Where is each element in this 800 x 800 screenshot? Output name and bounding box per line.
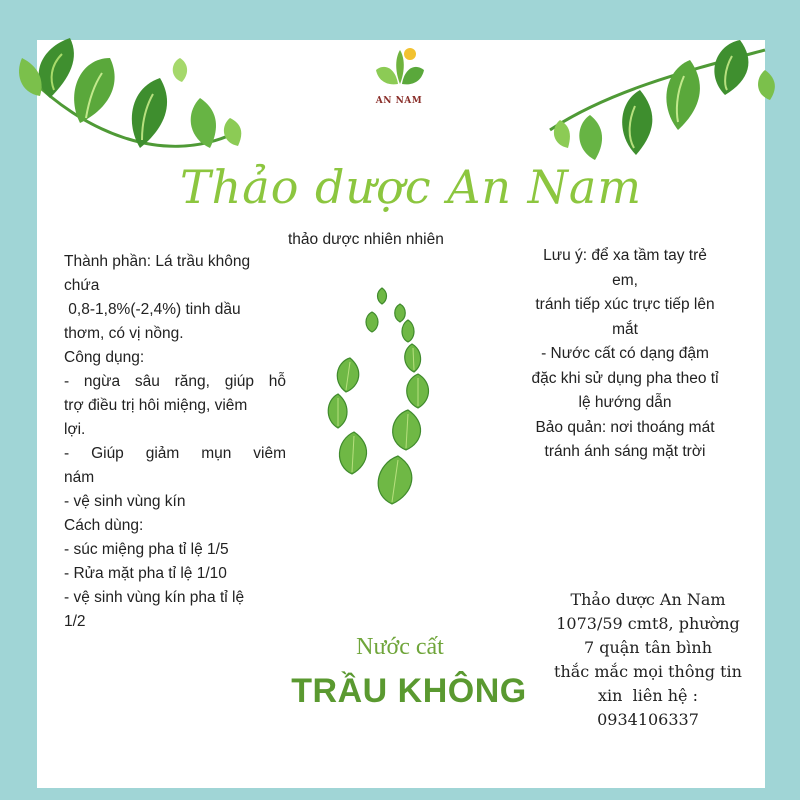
right-line: Bảo quản: nơi thoáng mát	[535, 418, 715, 436]
right-line: tránh tiếp xúc trực tiếp lên	[535, 296, 715, 313]
left-line: Công dụng:	[64, 349, 145, 366]
right-line: lệ hướng dẫn	[578, 394, 672, 411]
product-name: TRẦU KHÔNG	[291, 672, 527, 710]
contact-line: 7 quận tân bình	[583, 638, 713, 657]
brand-title: Thảo dược An Nam	[180, 160, 642, 214]
left-line: Thành phần: Lá trầu không	[64, 253, 251, 270]
left-line: - Rửa mặt pha tỉ lệ 1/10	[64, 565, 227, 582]
left-line: - súc miệng pha tỉ lệ 1/5	[64, 541, 229, 558]
left-line: thơm, có vị nồng.	[64, 325, 184, 342]
right-line: - Nước cất có dạng đậm	[541, 345, 709, 362]
product-prefix: Nước cất	[356, 634, 444, 660]
contact-info	[530, 588, 766, 732]
left-line: - ngừa sâu răng, giúp hỗ	[64, 373, 286, 390]
contact-line: thắc mắc mọi thông tin	[554, 662, 742, 681]
right-line: Lưu ý: để xa tầm tay trẻ	[543, 247, 707, 264]
left-line: 1/2	[64, 613, 86, 630]
left-line: 0,8-1,8%(-2,4%) tinh dầu	[64, 301, 241, 318]
left-line: Cách dùng:	[64, 517, 144, 534]
right-line: mắt	[612, 320, 638, 338]
right-line: tránh ánh sáng mặt trời	[544, 443, 706, 460]
right-line: đặc khi sử dụng pha theo tỉ	[531, 369, 719, 387]
left-line: nám	[64, 469, 95, 486]
contact-phone: 0934106337	[597, 710, 699, 729]
left-line: chứa	[64, 277, 100, 294]
right-line: em,	[612, 271, 638, 289]
contact-line: 1073/59 cmt8, phường	[556, 614, 740, 633]
logo-text: AN NAM	[375, 96, 423, 106]
left-line: - vệ sinh vùng kín pha tỉ lệ	[64, 589, 245, 606]
vine-leaves-left-decoration	[10, 18, 250, 178]
an-nam-logo	[364, 40, 434, 116]
left-line: - Giúp giảm mụn viêm	[64, 445, 286, 462]
ingredients-usage-text	[64, 250, 286, 634]
leaf-logo-icon	[364, 40, 434, 96]
contact-line: xin liên hệ :	[598, 686, 698, 705]
betel-leaves-illustration	[320, 282, 440, 512]
brand-subtitle: thảo dược nhiên nhiên	[288, 231, 444, 248]
contact-line: Thảo dược An Nam	[570, 590, 726, 609]
left-line: lợi.	[64, 421, 86, 438]
left-line: trợ điều trị hôi miệng, viêm	[64, 397, 248, 414]
left-line: - vệ sinh vùng kín	[64, 493, 186, 510]
notes-storage-text	[500, 244, 750, 465]
